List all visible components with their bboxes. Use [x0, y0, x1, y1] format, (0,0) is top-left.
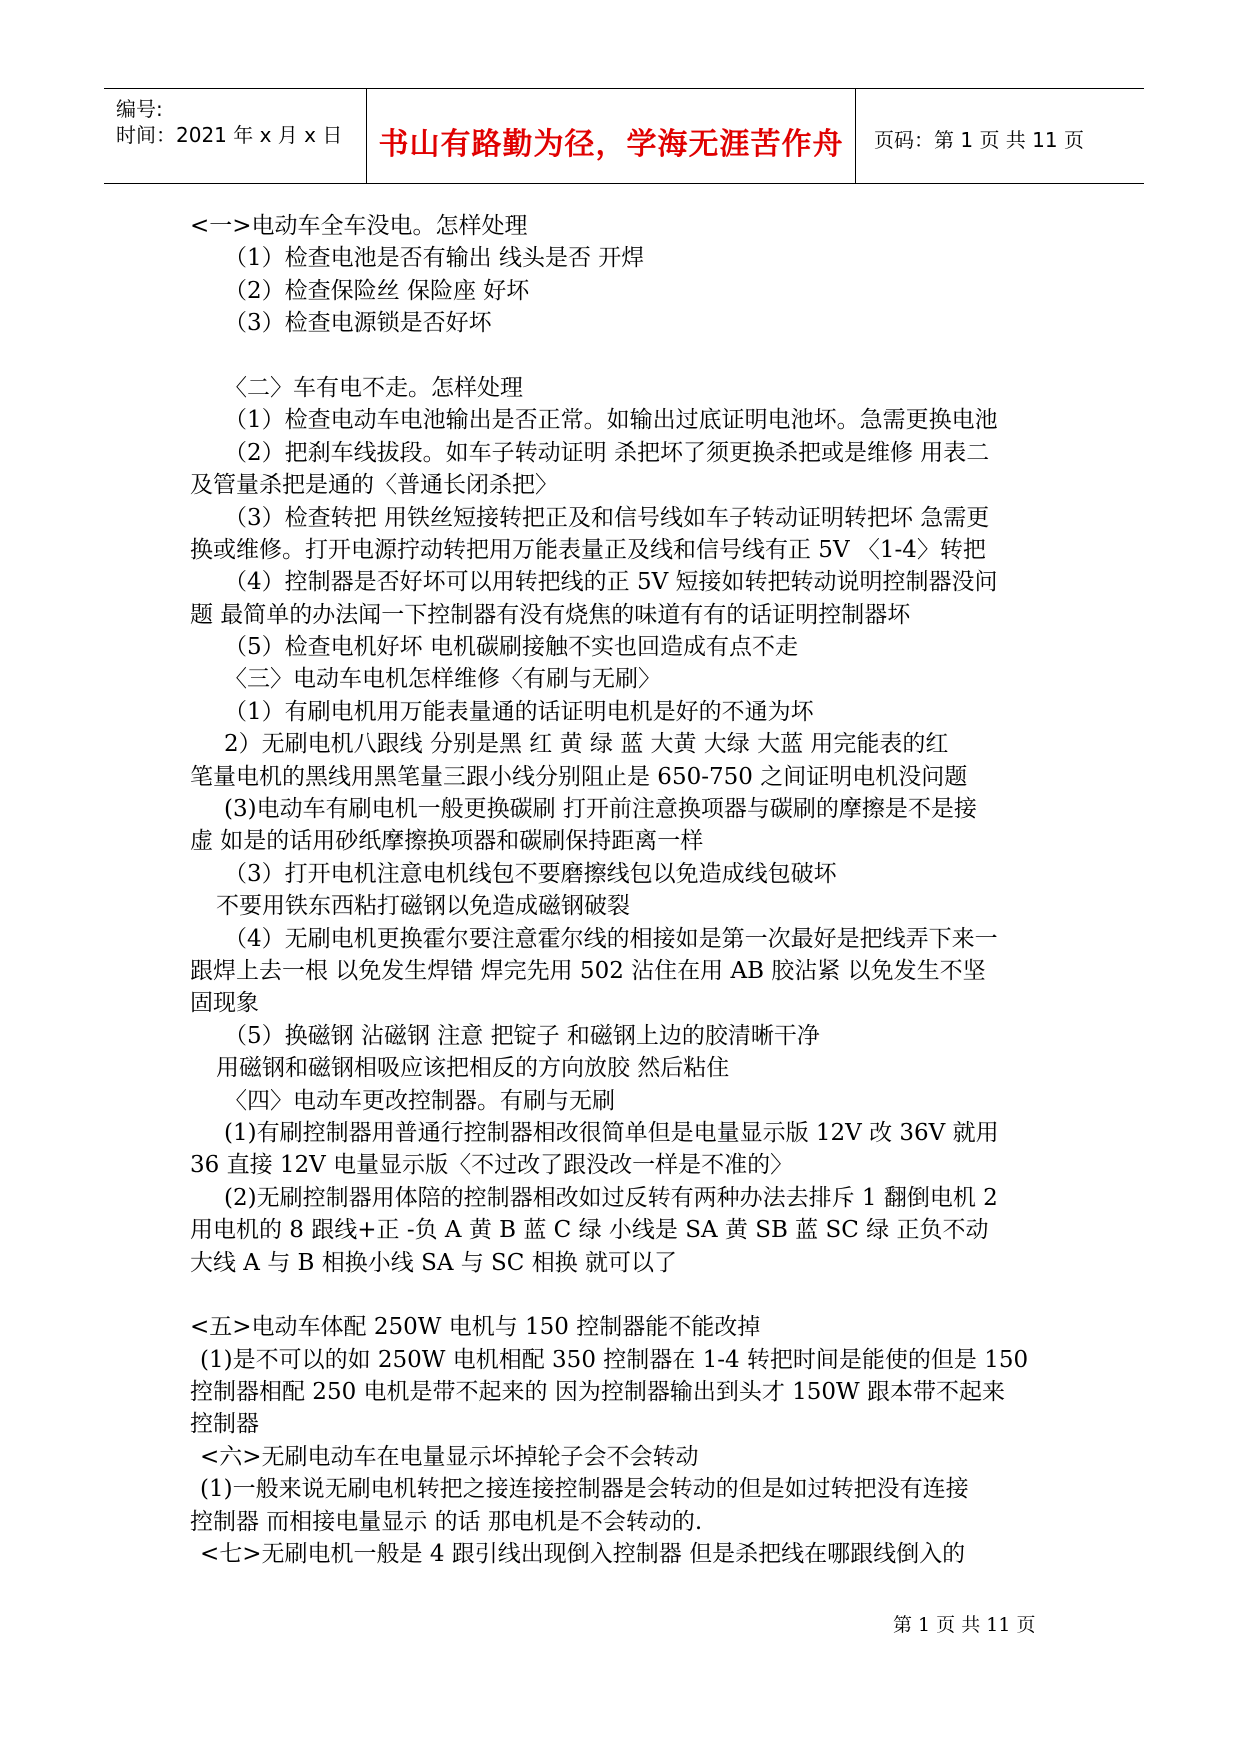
section-heading: 〈二〉车有电不走。怎样处理 [224, 374, 523, 401]
section-heading: <七>无刷电机一般是 4 跟引线出现倒入控制器 但是杀把线在哪跟线倒入的 [200, 1541, 966, 1568]
header-page-number: 页码：第 1 页 共 11 页 [874, 128, 1084, 152]
page-footer-number: 第 1 页 共 11 页 [893, 1614, 1036, 1636]
body-line: （1）检查电动车电池输出是否正常。如输出过底证明电池坏。急需更换电池 [224, 407, 998, 434]
body-line: (1)有刷控制器用普通行控制器相改很简单但是电量显示版 12V 改 36V 就用 [224, 1119, 999, 1146]
body-line: 控制器相配 250 电机是带不起来的 因为控制器输出到头才 150W 跟本带不起来 [190, 1379, 1005, 1406]
body-line: （3）检查电源锁是否好坏 [224, 310, 492, 337]
section-heading: <一>电动车全车没电。怎样处理 [190, 213, 528, 239]
header-motto-cell [366, 89, 856, 183]
body-line: （1）有刷电机用万能表量通的话证明电机是好的不通为坏 [224, 698, 814, 725]
header-meta-cell [104, 89, 366, 183]
body-line: 换或维修。打开电源拧动转把用万能表量正及线和信号线有正 5V 〈1-4〉转把 [190, 536, 986, 563]
body-line: 控制器 而相接电量显示 的话 那电机是不会转动的. [190, 1508, 703, 1535]
body-line: 控制器 [190, 1411, 259, 1438]
section-heading: <五>电动车体配 250W 电机与 150 控制器能不能改掉 [190, 1314, 761, 1341]
section-heading: 〈四〉电动车更改控制器。有刷与无刷 [224, 1087, 615, 1114]
body-line: （3）检查转把 用铁丝短接转把正及和信号线如车子转动证明转把坏 急需更 [224, 504, 990, 531]
body-line: 36 直接 12V 电量显示版〈不过改了跟没改一样是不准的〉 [190, 1152, 794, 1179]
body-line: (2)无刷控制器用体陪的控制器相改如过反转有两种办法去排斥 1 翻倒电机 2 [224, 1184, 998, 1211]
body-line: （4）无刷电机更换霍尔要注意霍尔线的相接如是第一次最好是把线弄下来一 [224, 925, 998, 952]
body-line: 不要用铁东西粘打磁钢以免造成磁钢破裂 [216, 893, 630, 920]
section-heading: <六>无刷电动车在电量显示坏掉轮子会不会转动 [200, 1443, 699, 1470]
body-line: 及管量杀把是通的〈普通长闭杀把〉 [190, 472, 558, 499]
body-line: (3)电动车有刷电机一般更换碳刷 打开前注意换项器与碳刷的摩擦是不是接 [224, 796, 977, 823]
body-line: 题 最简单的办法闻一下控制器有没有烧焦的味道有有的话证明控制器坏 [190, 601, 911, 628]
body-line: （4）控制器是否好坏可以用转把线的正 5V 短接如转把转动说明控制器没问 [224, 569, 998, 596]
blank-line [190, 1279, 1070, 1311]
document-time-label: 时间：2021 年 x 月 x 日 [116, 123, 343, 147]
body-line: 2）无刷电机八跟线 分别是黑 红 黄 绿 蓝 大黄 大绿 大蓝 用完能表的红 [224, 731, 949, 758]
body-line: （1）检查电池是否有输出 线头是否 开焊 [224, 245, 645, 272]
body-line: (1)是不可以的如 250W 电机相配 350 控制器在 1-4 转把时间是能使的但是 150 [200, 1346, 1029, 1373]
body-line: 虚 如是的话用砂纸摩擦换项器和碳刷保持距离一样 [190, 828, 704, 855]
body-line: （3）打开电机注意电机线包不要磨擦线包以免造成线包破坏 [224, 860, 837, 887]
body-line: 用电机的 8 跟线+正 -负 A 黄 B 蓝 C 绿 小线是 SA 黄 SB 蓝 SC 绿 正负不动 [190, 1217, 989, 1244]
body-line: (1)一般来说无刷电机转把之接连接控制器是会转动的但是如过转把没有连接 [200, 1476, 969, 1503]
body-line: 用磁钢和磁钢相吸应该把相反的方向放胶 然后粘住 [216, 1055, 730, 1082]
body-line: （5）换磁钢 沾磁钢 注意 把锭子 和磁钢上边的胶清晰干净 [224, 1022, 820, 1049]
section-heading: 〈三〉电动车电机怎样维修〈有刷与无刷〉 [224, 666, 661, 693]
document-body [190, 210, 1070, 1570]
body-line: （5）检查电机好坏 电机碳刷接触不实也回造成有点不走 [224, 634, 798, 661]
page-header-table [104, 88, 1144, 184]
body-line: 笔量电机的黑线用黑笔量三跟小线分别阻止是 650-750 之间证明电机没问题 [190, 763, 968, 790]
body-line: 固现象 [190, 990, 259, 1017]
header-motto: 书山有路勤为径，学海无涯苦作舟 [378, 127, 844, 162]
body-line: 跟焊上去一根 以免发生焊错 焊完先用 502 沾住在用 AB 胶沾紧 以免发生不坚 [190, 957, 986, 984]
body-line: （2）检查保险丝 保险座 好坏 [224, 277, 530, 304]
document-number-label: 编号: [116, 97, 163, 121]
blank-line [190, 340, 1070, 372]
body-line: （2）把刹车线拔段。如车子转动证明 杀把坏了须更换杀把或是维修 用表二 [224, 439, 990, 466]
body-line: 大线 A 与 B 相换小线 SA 与 SC 相换 就可以了 [190, 1249, 678, 1276]
header-page-cell [856, 89, 1144, 183]
